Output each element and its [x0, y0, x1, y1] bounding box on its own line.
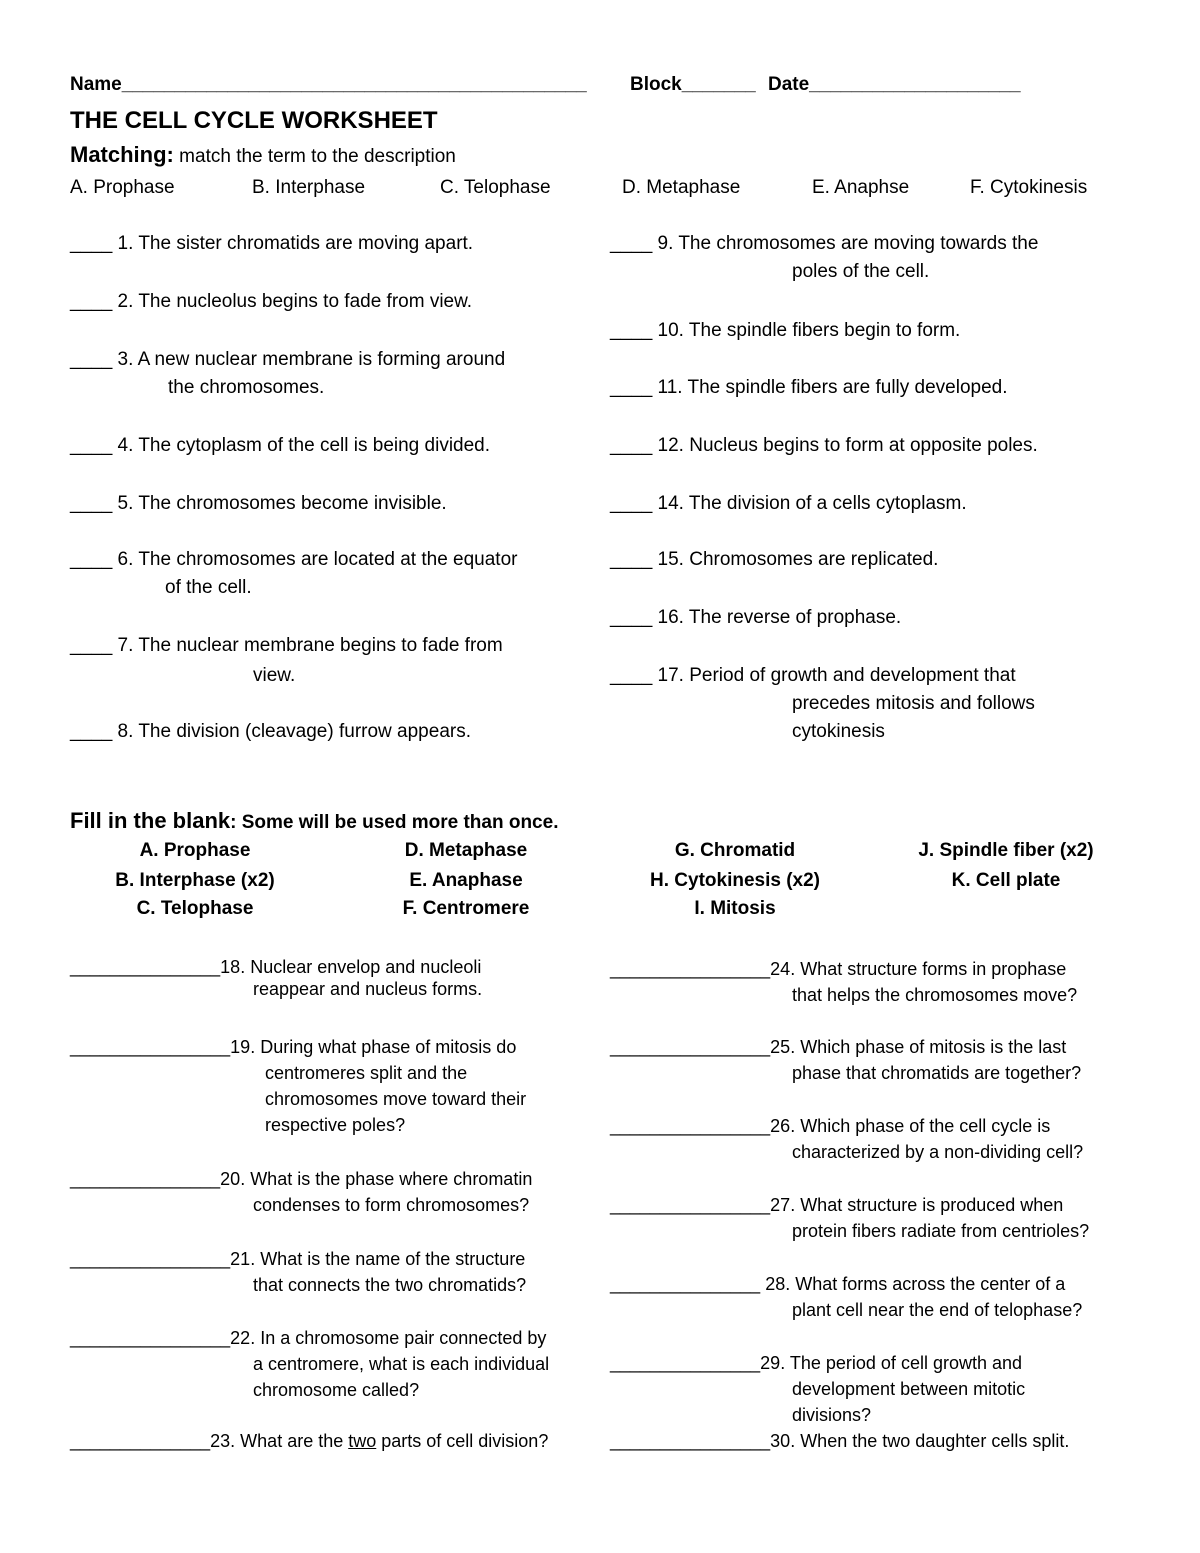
question-text: 25. Which phase of mitosis is the last: [770, 1037, 1067, 1057]
fill-instruction: : Some will be used more than once.: [230, 812, 559, 833]
fill-heading-row: [70, 810, 558, 834]
answer-blank[interactable]: ________________: [610, 1431, 771, 1451]
question-text: protein fibers radiate from centrioles?: [792, 1221, 1090, 1241]
matching-term: E. Anaphse: [812, 177, 910, 198]
question-text: chromosomes move toward their: [265, 1089, 527, 1109]
matching-term: A. Prophase: [70, 177, 175, 198]
fill-heading: Fill in the blank: [70, 808, 231, 833]
matching-item-9[interactable]: ____ 9. The chromosomes are moving towards the: [610, 233, 1039, 254]
question-text: 24. What structure forms in prophase: [770, 959, 1067, 979]
matching-item-10[interactable]: ____ 10. The spindle fibers begin to form.: [610, 320, 961, 341]
question-text: 22. In a chromosome pair connected by: [230, 1328, 547, 1348]
question-text: 19. During what phase of mitosis do: [230, 1037, 517, 1057]
fill-term: I. Mitosis: [694, 898, 776, 919]
fill-item-27: [610, 1192, 1090, 1244]
matching-heading-row: [70, 144, 456, 168]
matching-item-15[interactable]: ____ 15. Chromosomes are replicated.: [610, 549, 939, 570]
question-text: that connects the two chromatids?: [253, 1275, 527, 1295]
matching-item-9-cont: poles of the cell.: [792, 261, 930, 282]
answer-blank[interactable]: ________________: [70, 1249, 231, 1269]
question-text: plant cell near the end of telophase?: [792, 1300, 1083, 1320]
answer-blank[interactable]: _______________: [70, 1169, 221, 1189]
answer-blank[interactable]: _______________: [610, 1353, 761, 1373]
question-text: condenses to form chromosomes?: [253, 1195, 530, 1215]
fill-term: G. Chromatid: [674, 840, 796, 861]
fill-term: K. Cell plate: [951, 870, 1061, 891]
answer-blank[interactable]: _______________: [70, 957, 221, 977]
question-text: respective poles?: [265, 1115, 406, 1135]
date-field[interactable]: Date____________________: [768, 74, 1021, 95]
answer-blank[interactable]: ________________: [610, 959, 771, 979]
matching-item-4[interactable]: ____ 4. The cytoplasm of the cell is being divided.: [70, 435, 491, 456]
fill-term: B. Interphase (x2): [115, 870, 275, 891]
fill-term: A. Prophase: [139, 840, 251, 861]
fill-item-28: [610, 1271, 1083, 1323]
answer-blank[interactable]: ________________: [70, 1037, 231, 1057]
question-text: phase that chromatids are together?: [792, 1063, 1082, 1083]
fill-term: J. Spindle fiber (x2): [918, 840, 1094, 861]
answer-blank[interactable]: ________________: [70, 1328, 231, 1348]
matching-item-3[interactable]: ____ 3. A new nuclear membrane is forming around: [70, 349, 506, 370]
matching-term: C. Telophase: [440, 177, 551, 198]
fill-item-20: [70, 1166, 532, 1218]
answer-blank[interactable]: ______________: [70, 1431, 211, 1451]
matching-item-6-cont: of the cell.: [165, 577, 252, 598]
answer-blank[interactable]: ________________: [610, 1195, 771, 1215]
page-title: THE CELL CYCLE WORKSHEET: [70, 107, 438, 134]
matching-term: F. Cytokinesis: [970, 177, 1088, 198]
fill-item-23: [70, 1430, 548, 1452]
matching-item-17-cont: precedes mitosis and follows: [792, 693, 1035, 714]
fill-item-29: [610, 1350, 1026, 1428]
question-text: centromeres split and the: [265, 1063, 468, 1083]
fill-term: E. Anaphase: [409, 870, 523, 891]
fill-item-26: [610, 1113, 1084, 1165]
matching-instruction: match the term to the description: [179, 146, 456, 167]
matching-item-7-cont: view.: [253, 665, 296, 686]
question-text: characterized by a non-dividing cell?: [792, 1142, 1084, 1162]
question-text: 29. The period of cell growth and: [760, 1353, 1023, 1373]
question-text: 30. When the two daughter cells split.: [770, 1431, 1070, 1451]
matching-item-6[interactable]: ____ 6. The chromosomes are located at the equator: [70, 549, 518, 570]
question-text: 20. What is the phase where chromatin: [220, 1169, 533, 1189]
matching-item-12[interactable]: ____ 12. Nucleus begins to form at opposite poles.: [610, 435, 1038, 456]
question-text: that helps the chromosomes move?: [792, 985, 1078, 1005]
question-text: 27. What structure is produced when: [770, 1195, 1064, 1215]
question-text: 26. Which phase of the cell cycle is: [770, 1116, 1051, 1136]
matching-term: D. Metaphase: [622, 177, 741, 198]
fill-term: H. Cytokinesis (x2): [650, 870, 820, 891]
fill-term: D. Metaphase: [404, 840, 528, 861]
matching-item-14[interactable]: ____ 14. The division of a cells cytoplasm.: [610, 493, 967, 514]
matching-item-1[interactable]: ____ 1. The sister chromatids are moving apart.: [70, 233, 474, 254]
answer-blank[interactable]: ________________: [610, 1037, 771, 1057]
name-field[interactable]: Name____________________________________________: [70, 74, 587, 95]
matching-item-7[interactable]: ____ 7. The nuclear membrane begins to fade from: [70, 635, 503, 656]
question-text: divisions?: [792, 1405, 872, 1425]
block-field[interactable]: Block_______: [630, 74, 756, 95]
fill-item-21: [70, 1246, 525, 1298]
question-text: development between mitotic: [792, 1379, 1026, 1399]
fill-term: C. Telophase: [136, 898, 254, 919]
question-text: a centromere, what is each individual: [253, 1354, 550, 1374]
question-text: 21. What is the name of the structure: [230, 1249, 526, 1269]
fill-item-18: [70, 956, 481, 1000]
underlined-word: two: [348, 1431, 377, 1451]
matching-item-8[interactable]: ____ 8. The division (cleavage) furrow appears.: [70, 721, 471, 742]
answer-blank[interactable]: ________________: [610, 1116, 771, 1136]
matching-item-3-cont: the chromosomes.: [168, 377, 325, 398]
matching-item-2[interactable]: ____ 2. The nucleolus begins to fade from view.: [70, 291, 473, 312]
matching-item-11[interactable]: ____ 11. The spindle fibers are fully developed.: [610, 377, 1008, 398]
question-text: chromosome called?: [253, 1380, 420, 1400]
question-text: parts of cell division?: [376, 1431, 549, 1451]
fill-item-19: [70, 1034, 527, 1138]
fill-item-30: [610, 1430, 1069, 1452]
matching-term: B. Interphase: [252, 177, 366, 198]
matching-item-17-cont: cytokinesis: [792, 721, 885, 742]
matching-item-17[interactable]: ____ 17. Period of growth and development that: [610, 665, 1016, 686]
question-text: 23. What are the: [210, 1431, 349, 1451]
question-text: 18. Nuclear envelop and nucleoli: [220, 957, 482, 977]
question-text: reappear and nucleus forms.: [253, 979, 483, 999]
matching-heading: Matching:: [70, 142, 174, 167]
fill-item-25: [610, 1034, 1082, 1086]
answer-blank[interactable]: _______________: [610, 1274, 761, 1294]
question-text: 28. What forms across the center of a: [765, 1274, 1066, 1294]
fill-term: F. Centromere: [402, 898, 530, 919]
matching-item-16[interactable]: ____ 16. The reverse of prophase.: [610, 607, 902, 628]
fill-item-22: [70, 1325, 550, 1403]
fill-item-24: [610, 956, 1078, 1008]
matching-item-5[interactable]: ____ 5. The chromosomes become invisible.: [70, 493, 447, 514]
